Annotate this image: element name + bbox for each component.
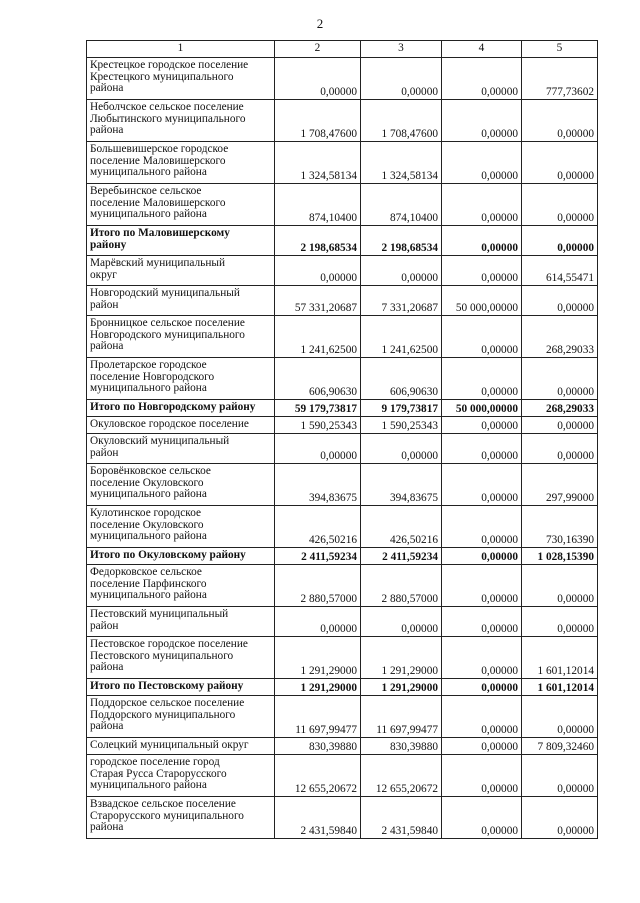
total-row — [87, 679, 598, 696]
table-header-row — [87, 41, 598, 58]
table-row — [87, 607, 598, 637]
row-name-cell: Итого по Окуловскому району — [87, 548, 275, 565]
value-cell-col-2: 1 291,29000 — [275, 679, 361, 696]
value-cell-col-3: 2 198,68534 — [361, 226, 442, 256]
value-cell-col-5: 268,29033 — [522, 400, 598, 417]
value-cell-col-3: 830,39880 — [361, 738, 442, 755]
table-row — [87, 256, 598, 286]
table-row — [87, 565, 598, 607]
row-name-cell: Поддорское сельское поселение Поддорского муниципального района — [87, 696, 275, 738]
table-row — [87, 100, 598, 142]
value-cell-col-3: 1 291,29000 — [361, 679, 442, 696]
table-row — [87, 58, 598, 100]
row-name-cell: Федорковское сельское поселение Парфинского муниципального района — [87, 565, 275, 607]
table-row — [87, 696, 598, 738]
column-header: 3 — [361, 41, 442, 58]
row-name-cell: Кулотинское городское поселение Окуловского муниципального района — [87, 506, 275, 548]
table-row — [87, 755, 598, 797]
value-cell-col-5: 1 601,12014 — [522, 679, 598, 696]
row-name-cell: Боровёнковское сельское поселение Окуловского муниципального района — [87, 464, 275, 506]
row-name-cell: Итого по Пестовскому району — [87, 679, 275, 696]
value-cell-col-2: 2 198,68534 — [275, 226, 361, 256]
column-header: 2 — [275, 41, 361, 58]
value-cell-col-5: 0,00000 — [522, 226, 598, 256]
value-cell-col-2: 0,00000 — [275, 256, 361, 286]
value-cell-col-2: 874,10400 — [275, 184, 361, 226]
value-cell-col-5: 7 809,32460 — [522, 738, 598, 755]
row-name-cell: Взвадское сельское поселение Старорусского муниципального района — [87, 797, 275, 839]
value-cell-col-2: 11 697,99477 — [275, 696, 361, 738]
total-row — [87, 400, 598, 417]
value-cell-col-5: 0,00000 — [522, 142, 598, 184]
value-cell-col-2: 1 324,58134 — [275, 142, 361, 184]
value-cell-col-4: 0,00000 — [442, 797, 522, 839]
row-name-cell: Большевишерское городское поселение Маловишерского муниципального района — [87, 142, 275, 184]
total-row — [87, 548, 598, 565]
row-name-cell: Новгородский муниципальный район — [87, 286, 275, 316]
value-cell-col-2: 12 655,20672 — [275, 755, 361, 797]
value-cell-col-2: 1 590,25343 — [275, 417, 361, 434]
value-cell-col-5: 1 028,15390 — [522, 548, 598, 565]
value-cell-col-4: 0,00000 — [442, 434, 522, 464]
value-cell-col-4: 0,00000 — [442, 738, 522, 755]
value-cell-col-3: 0,00000 — [361, 434, 442, 464]
value-cell-col-4: 0,00000 — [442, 184, 522, 226]
value-cell-col-3: 1 590,25343 — [361, 417, 442, 434]
row-name-cell: Окуловское городское поселение — [87, 417, 275, 434]
row-name-cell: Итого по Маловишерскому району — [87, 226, 275, 256]
column-header: 1 — [87, 41, 275, 58]
value-cell-col-2: 0,00000 — [275, 607, 361, 637]
value-cell-col-5: 0,00000 — [522, 607, 598, 637]
value-cell-col-4: 0,00000 — [442, 637, 522, 679]
value-cell-col-4: 0,00000 — [442, 464, 522, 506]
row-name-cell: Неболчское сельское поселение Любытинского муниципального района — [87, 100, 275, 142]
value-cell-col-4: 0,00000 — [442, 256, 522, 286]
row-name-cell: Солецкий муниципальный округ — [87, 738, 275, 755]
value-cell-col-3: 1 291,29000 — [361, 637, 442, 679]
row-name-cell: Бронницкое сельское поселение Новгородского муниципального района — [87, 316, 275, 358]
value-cell-col-5: 0,00000 — [522, 696, 598, 738]
value-cell-col-2: 0,00000 — [275, 58, 361, 100]
value-cell-col-5: 1 601,12014 — [522, 637, 598, 679]
value-cell-col-3: 1 324,58134 — [361, 142, 442, 184]
row-name-cell: Веребьинское сельское поселение Маловишерского муниципального района — [87, 184, 275, 226]
table-row — [87, 637, 598, 679]
value-cell-col-5: 0,00000 — [522, 434, 598, 464]
value-cell-col-4: 0,00000 — [442, 100, 522, 142]
value-cell-col-3: 0,00000 — [361, 58, 442, 100]
table-row — [87, 434, 598, 464]
value-cell-col-3: 2 431,59840 — [361, 797, 442, 839]
value-cell-col-5: 297,99000 — [522, 464, 598, 506]
value-cell-col-5: 0,00000 — [522, 755, 598, 797]
value-cell-col-2: 1 241,62500 — [275, 316, 361, 358]
value-cell-col-3: 394,83675 — [361, 464, 442, 506]
value-cell-col-5: 268,29033 — [522, 316, 598, 358]
row-name-cell: Марёвский муниципальный округ — [87, 256, 275, 286]
value-cell-col-2: 394,83675 — [275, 464, 361, 506]
value-cell-col-5: 0,00000 — [522, 565, 598, 607]
value-cell-col-3: 2 411,59234 — [361, 548, 442, 565]
value-cell-col-2: 2 411,59234 — [275, 548, 361, 565]
value-cell-col-5: 0,00000 — [522, 417, 598, 434]
value-cell-col-3: 874,10400 — [361, 184, 442, 226]
table-row — [87, 464, 598, 506]
value-cell-col-2: 426,50216 — [275, 506, 361, 548]
value-cell-col-4: 0,00000 — [442, 696, 522, 738]
value-cell-col-4: 0,00000 — [442, 607, 522, 637]
value-cell-col-4: 0,00000 — [442, 316, 522, 358]
value-cell-col-4: 0,00000 — [442, 506, 522, 548]
value-cell-col-2: 830,39880 — [275, 738, 361, 755]
value-cell-col-2: 1 708,47600 — [275, 100, 361, 142]
value-cell-col-4: 0,00000 — [442, 755, 522, 797]
value-cell-col-2: 2 431,59840 — [275, 797, 361, 839]
value-cell-col-3: 9 179,73817 — [361, 400, 442, 417]
value-cell-col-2: 57 331,20687 — [275, 286, 361, 316]
row-name-cell: Пролетарское городское поселение Новгородского муниципального района — [87, 358, 275, 400]
row-name-cell: Пестовское городское поселение Пестовского муниципального района — [87, 637, 275, 679]
table-row — [87, 506, 598, 548]
value-cell-col-4: 0,00000 — [442, 142, 522, 184]
row-name-cell: Итого по Новгородскому району — [87, 400, 275, 417]
value-cell-col-5: 0,00000 — [522, 797, 598, 839]
total-row — [87, 226, 598, 256]
value-cell-col-4: 50 000,00000 — [442, 286, 522, 316]
value-cell-col-4: 0,00000 — [442, 226, 522, 256]
value-cell-col-3: 426,50216 — [361, 506, 442, 548]
value-cell-col-5: 0,00000 — [522, 100, 598, 142]
value-cell-col-4: 0,00000 — [442, 417, 522, 434]
value-cell-col-4: 0,00000 — [442, 679, 522, 696]
value-cell-col-3: 0,00000 — [361, 256, 442, 286]
table-row — [87, 358, 598, 400]
row-name-cell: Пестовский муниципальный район — [87, 607, 275, 637]
value-cell-col-3: 7 331,20687 — [361, 286, 442, 316]
column-header: 5 — [522, 41, 598, 58]
table-row — [87, 184, 598, 226]
budget-table — [86, 40, 598, 839]
value-cell-col-4: 50 000,00000 — [442, 400, 522, 417]
value-cell-col-2: 59 179,73817 — [275, 400, 361, 417]
value-cell-col-4: 0,00000 — [442, 548, 522, 565]
value-cell-col-3: 2 880,57000 — [361, 565, 442, 607]
value-cell-col-4: 0,00000 — [442, 565, 522, 607]
table-row — [87, 797, 598, 839]
table-row — [87, 738, 598, 755]
value-cell-col-3: 1 708,47600 — [361, 100, 442, 142]
table-row — [87, 417, 598, 434]
value-cell-col-5: 777,73602 — [522, 58, 598, 100]
value-cell-col-4: 0,00000 — [442, 58, 522, 100]
value-cell-col-5: 0,00000 — [522, 184, 598, 226]
row-name-cell: Крестецкое городское поселение Крестецкого муниципального района — [87, 58, 275, 100]
row-name-cell: Окуловский муниципальный район — [87, 434, 275, 464]
column-header: 4 — [442, 41, 522, 58]
value-cell-col-2: 606,90630 — [275, 358, 361, 400]
value-cell-col-2: 1 291,29000 — [275, 637, 361, 679]
value-cell-col-2: 0,00000 — [275, 434, 361, 464]
value-cell-col-4: 0,00000 — [442, 358, 522, 400]
row-name-cell: городское поселение город Старая Русса Старорусского муниципального района — [87, 755, 275, 797]
page-number: 2 — [316, 16, 324, 31]
table-row — [87, 142, 598, 184]
value-cell-col-3: 606,90630 — [361, 358, 442, 400]
value-cell-col-3: 12 655,20672 — [361, 755, 442, 797]
value-cell-col-3: 1 241,62500 — [361, 316, 442, 358]
value-cell-col-5: 730,16390 — [522, 506, 598, 548]
value-cell-col-3: 11 697,99477 — [361, 696, 442, 738]
table-row — [87, 316, 598, 358]
table-row — [87, 286, 598, 316]
value-cell-col-3: 0,00000 — [361, 607, 442, 637]
value-cell-col-5: 614,55471 — [522, 256, 598, 286]
value-cell-col-2: 2 880,57000 — [275, 565, 361, 607]
value-cell-col-5: 0,00000 — [522, 358, 598, 400]
value-cell-col-5: 0,00000 — [522, 286, 598, 316]
